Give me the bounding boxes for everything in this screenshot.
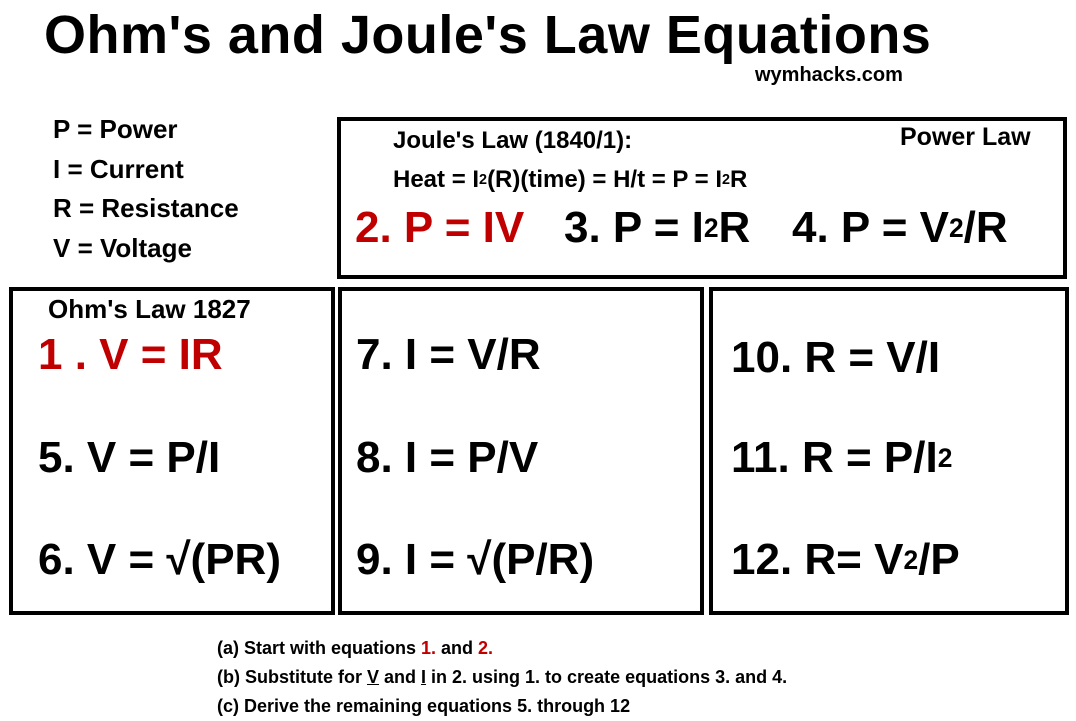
website-credit: wymhacks.com — [755, 64, 903, 86]
legend-item-power: P = Power — [53, 114, 178, 144]
page-title: Ohm's and Joule's Law Equations — [44, 5, 932, 65]
equation-12: 12. $R= V^2/P$ — [731, 535, 960, 584]
equation-8: 8. I = P/V — [356, 433, 539, 482]
legend-item-current: I = Current — [53, 153, 184, 184]
variable-legend — [53, 110, 239, 268]
joule-law-title: Joule's Law (1840/1): — [393, 127, 633, 154]
note-a: (a) Start with equations 1. and 2. — [217, 638, 494, 658]
heat-equation: Heat = $I^2(R)(time) = H/t = P = I^2R$ — [393, 166, 748, 193]
equation-9: 9. I = √(P/R) — [356, 535, 595, 584]
equation-1: 1 . V = IR — [38, 330, 223, 379]
note-b: (b) Substitute for V and I in 2. using 1. to create equations 3. and 4. — [217, 667, 788, 687]
note-c: (c) Derive the remaining equations 5. through 12 — [217, 696, 631, 716]
instruction-notes — [217, 634, 787, 721]
equation-2: 2. P = IV — [355, 203, 525, 252]
equation-6: 6. V = √(PR) — [38, 535, 281, 584]
equation-3: 3. $P = I^2R$ — [564, 203, 751, 252]
equation-11: 11. $R = P/I^2$ — [731, 433, 953, 482]
equation-5: 5. V = P/I — [38, 433, 221, 482]
legend-item-resistance: R = Resistance — [53, 193, 239, 223]
ohm-law-title: Ohm's Law 1827 — [48, 294, 251, 324]
power-law-label: Power Law — [900, 123, 1031, 151]
equation-7: 7. I = V/R — [356, 330, 541, 379]
equation-10: 10. R = V/I — [731, 333, 941, 382]
equation-4: 4. $P = V^2/R$ — [792, 203, 1008, 252]
legend-item-voltage: V = Voltage — [53, 232, 192, 263]
